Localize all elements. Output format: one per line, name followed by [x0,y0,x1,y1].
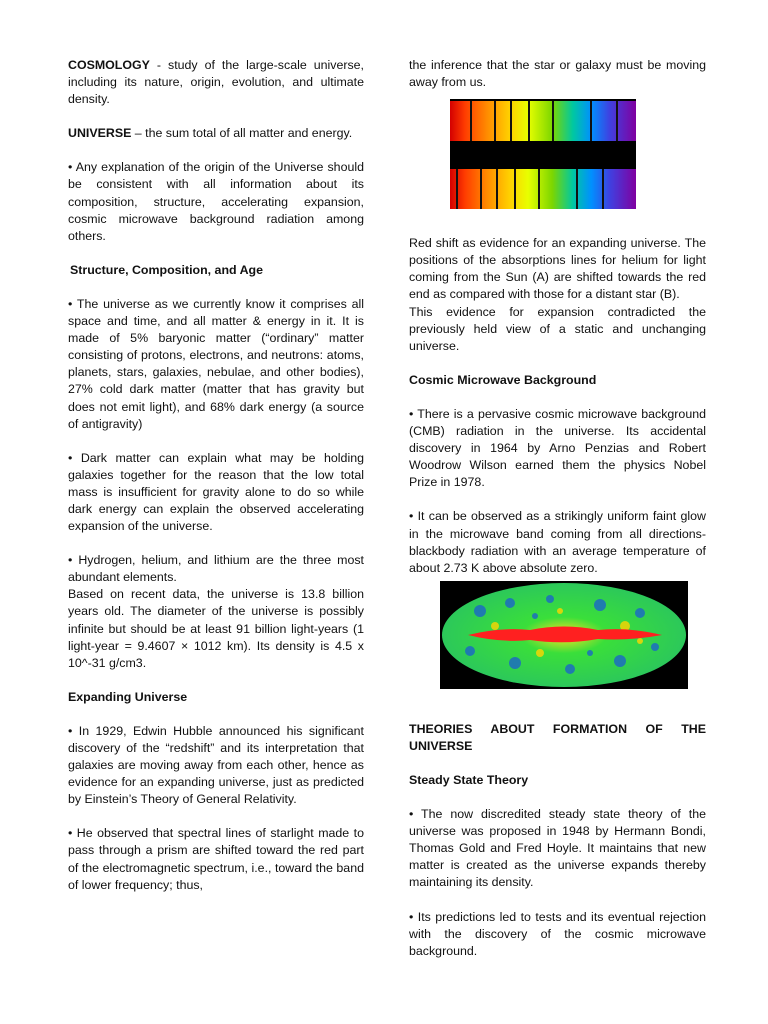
absorption-line [616,101,618,141]
universe-term: UNIVERSE [68,126,132,141]
bullet-universe-composition: • The universe as we currently know it comprises all space and time, and all matter & energy in it. It is made of 5% baryonic matter (“ordinary” matter consisting of protons, electrons, and neutrons: atoms, planets, stars, galaxies, nebulae, and other bodies), 27% cold dark matter (matter that has gravity but does not emit light), and 68% dark energy (a source of antigravity) [68,296,364,431]
redshift-caption: Red shift as evidence for an expanding universe. The positions of the absorptions lines for helium for light coming from the Sun (A) are shifted towards the red end as compared with those for a distant star (B). [409,236,706,302]
cosmology-def: - study of the large-scale universe, including its nature, origin, evolution, and ultimate density. [68,58,364,107]
bullet-steady-state: • The now discredited steady state theory of the universe was proposed in 1948 by Hermann Bondi, Thomas Gold and Fred Hoyle. It maintains that new matter is created as the universe expands thereby maintaining its density. [409,807,706,890]
bullet-origin: • Any explanation of the origin of the Universe should be consistent with all information about its composition, structure, accelerating expansion, cosmic microwave background radiation among others. [68,160,364,243]
absorption-line [456,169,458,209]
expansion-evidence: This evidence for expansion contradicted the previously held view of a static and unchanging universe. [409,304,706,353]
cosmology-definition [68,57,364,108]
age-text: Based on recent data, the universe is 13.8 billion years old. The diameter of the universe is possibly infinite but should be at least 91 billion light-years (1 light-year = 9.4607 × 1012 km). Its density is 4.5 x 10^-31 g/cm3. [68,587,364,670]
bullet-rejection: • Its predictions led to tests and its eventual rejection with the discovery of the cosmic microwave background. [409,909,706,958]
absorption-line [552,101,554,141]
cosmology-term: COSMOLOGY [68,58,150,72]
universe-definition [68,125,364,142]
inference-text: the inference that the star or galaxy must be moving away from us. [409,58,706,90]
absorption-line [494,101,496,141]
heading-expanding: Expanding Universe [68,689,188,704]
absorption-line [480,169,482,209]
absorption-line [510,101,512,141]
bullet-spectral: • He observed that spectral lines of starlight made to pass through a prism are shifted toward the red part of the electromagnetic spectrum, i.e., toward the band of lower frequency; thus, [68,826,364,892]
heading-cmb: Cosmic Microwave Background [409,372,597,387]
absorption-line [514,169,516,209]
cmb-map-svg [440,581,688,689]
redshift-spectrum-image [450,99,636,209]
left-column [68,57,364,911]
heading-steady: Steady State Theory [409,772,529,787]
heading-structure: Structure, Composition, and Age [70,262,263,277]
absorption-line [496,169,498,209]
bullet-dark-matter: • Dark matter can explain what may be holding galaxies together for the reason that the low total mass is insufficient for gravity alone to do so while dark energy can explain the observed accelerating expansion of the universe. [68,450,364,534]
universe-def: – the sum total of all matter and energy. [131,126,353,141]
absorption-line [602,169,604,209]
absorption-line [576,169,578,209]
star-spectrum-band [450,169,636,209]
bullet-glow: • It can be observed as a strikingly uniform faint glow in the microwave band coming from all directions-blackbody radiation with an average temperature of about 2.73 K above absolute zero. [409,509,706,575]
right-column [409,57,706,977]
absorption-line [470,101,472,141]
heading-theories: THEORIES ABOUT FORMATION OF THE UNIVERSE [409,721,706,753]
sun-spectrum-band [450,101,636,141]
absorption-line [538,169,540,209]
bullet-elements: • Hydrogen, helium, and lithium are the three most abundant elements. [68,553,364,585]
cmb-map-image [440,581,688,689]
bullet-cmb: • There is a pervasive cosmic microwave background (CMB) radiation in the universe. Its accidental discovery in 1964 by Arno Penzias and Robert Woodrow Wilson earned them the physics Nobel Prize in 1978. [409,406,706,490]
bullet-hubble: • In 1929, Edwin Hubble announced his significant discovery of the “redshift” and its interpretation that galaxies are moving away from each other, hence as evidence for an expanding universe, just as predicted by Einstein’s Theory of General Relativity. [68,723,364,807]
absorption-line [528,101,530,141]
absorption-line [590,101,592,141]
